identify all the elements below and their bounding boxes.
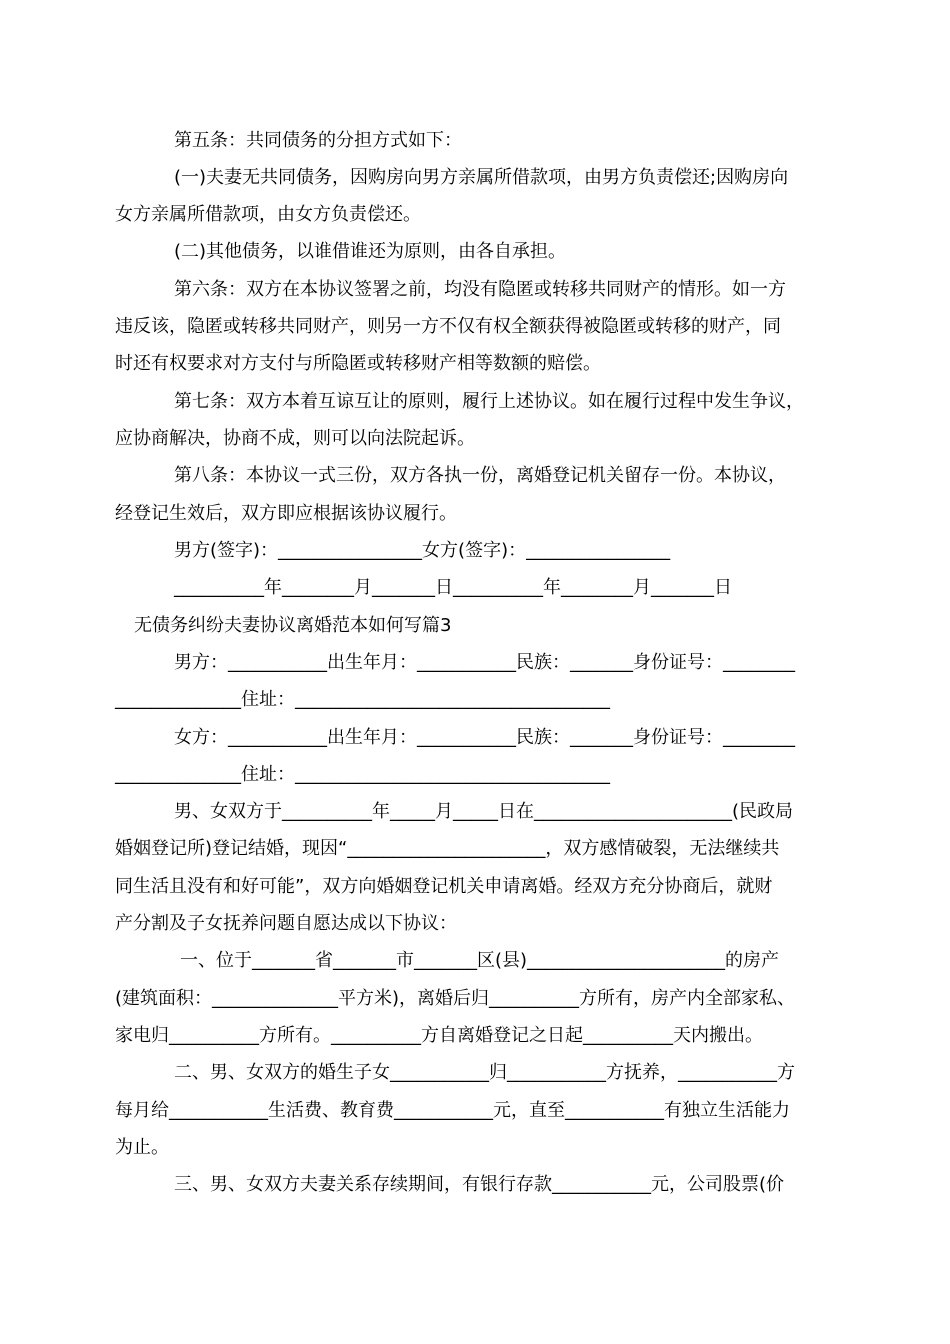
- wife-info-line: 女方：___________出生年月：___________民族：_______身份证号：________: [174, 727, 795, 748]
- paragraph-line: 产分割及子女抚养问题自愿达成以下协议：: [115, 913, 457, 934]
- paragraph-line: (建筑面积：______________平方米)，离婚后归__________方所有，房产内全部家私、: [115, 988, 796, 1009]
- article-7-line: 第七条：双方本着互谅互让的原则，履行上述协议。如在履行过程中发生争议，: [174, 391, 804, 412]
- husband-info-line: 男方：___________出生年月：___________民族：_______身份证号：________: [174, 652, 795, 673]
- paragraph-line: 应协商解决，协商不成，则可以向法院起诉。: [115, 428, 475, 449]
- paragraph-line: (二)其他债务，以谁借谁还为原则，由各自承担。: [174, 241, 567, 262]
- paragraph-line: 男、女双方于__________年_____月_____日在______________________(民政局: [174, 801, 794, 822]
- clause-1-line: 一、位于_______省_______市_______区(县)______________________的房产: [180, 950, 780, 971]
- signature-line: 男方(签字)：________________女方(签字)：________________: [174, 540, 671, 561]
- article-5-heading: 第五条：共同债务的分担方式如下：: [174, 130, 462, 151]
- paragraph-line: 为止。: [115, 1137, 169, 1158]
- husband-address-line: ______________住址：___________________________________: [115, 689, 610, 710]
- date-line: __________年________月_______日__________年________月_______日: [174, 577, 732, 598]
- section-title: 无债务纠纷夫妻协议离婚范本如何写篇3: [134, 615, 452, 636]
- article-8-line: 第八条：本协议一式三份，双方各执一份，离婚登记机关留存一份。本协议，: [174, 465, 786, 486]
- article-6-line: 第六条：双方在本协议签署之前，均没有隐匿或转移共同财产的情形。如一方: [174, 279, 786, 300]
- paragraph-line: 经登记生效后，双方即应根据该协议履行。: [115, 503, 457, 524]
- paragraph-line: 违反该，隐匿或转移共同财产，则另一方不仅有权全额获得被隐匿或转移的财产，同: [115, 316, 781, 337]
- paragraph-line: 每月给___________生活费、教育费___________元，直至___________有独立生活能力: [115, 1100, 790, 1121]
- paragraph-line: 婚姻登记所)登记结婚，现因“______________________，双方感情破裂，无法继续共: [115, 838, 780, 859]
- wife-address-line: ______________住址：___________________________________: [115, 764, 610, 785]
- clause-2-line: 二、男、女双方的婚生子女___________归___________方抚养，___________方: [174, 1062, 795, 1083]
- paragraph-line: 家电归__________方所有。__________方自离婚登记之日起__________天内搬出。: [115, 1025, 763, 1046]
- paragraph-line: 女方亲属所借款项，由女方负责偿还。: [115, 204, 421, 225]
- clause-3-line: 三、男、女双方夫妻关系存续期间，有银行存款___________元，公司股票(价: [174, 1174, 785, 1195]
- paragraph-line: (一)夫妻无共同债务，因购房向男方亲属所借款项，由男方负责偿还;因购房向: [174, 167, 789, 188]
- paragraph-line: 时还有权要求对方支付与所隐匿或转移财产相等数额的赔偿。: [115, 353, 601, 374]
- paragraph-line: 同生活且没有和好可能”，双方向婚姻登记机关申请离婚。经双方充分协商后，就财: [115, 876, 773, 897]
